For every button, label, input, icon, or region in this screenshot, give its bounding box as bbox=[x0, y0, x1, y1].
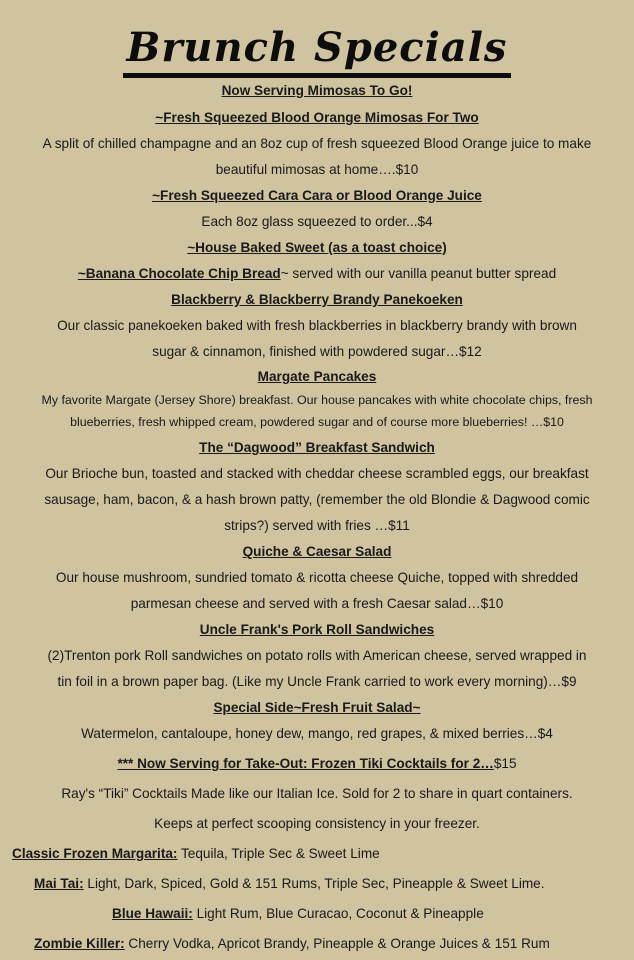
fruit-salad-heading: Special Side~Fresh Fruit Salad~ bbox=[213, 700, 421, 715]
banana-bread-desc: ~ served with our vanilla peanut butter spread bbox=[280, 266, 557, 281]
drink-name: Blue Hawaii: bbox=[112, 906, 193, 921]
drink-zombie-killer bbox=[34, 935, 550, 953]
panekoeken-desc-1: Our classic panekoeken baked with fresh blackberries in blackberry brandy with brown bbox=[57, 318, 577, 333]
margate-desc-1: My favorite Margate (Jersey Shore) breakfast. Our house pancakes with white chocolate chips, fresh bbox=[41, 393, 593, 407]
fruit-salad-desc: Watermelon, cantaloupe, honey dew, mango, red grapes, & mixed berries…$4 bbox=[81, 726, 553, 741]
drink-blue-hawaii bbox=[112, 905, 484, 923]
blood-orange-mimosa-desc-1: A split of chilled champagne and an 8oz cup of fresh squeezed Blood Orange juice to make bbox=[42, 136, 592, 151]
pork-roll-desc-1: (2)Trenton pork Roll sandwiches on potato rolls with American cheese, served wrapped in bbox=[47, 648, 587, 663]
drink-name: Mai Tai: bbox=[34, 876, 84, 891]
quiche-heading: Quiche & Caesar Salad bbox=[242, 544, 392, 559]
drink-desc: Light Rum, Blue Curacao, Coconut & Pineapple bbox=[192, 906, 484, 921]
quiche-desc-2: parmesan cheese and served with a fresh Caesar salad…$10 bbox=[130, 596, 504, 611]
drink-margarita bbox=[12, 845, 380, 863]
drink-name: Zombie Killer: bbox=[34, 936, 125, 951]
menu-title-text: Brunch Specials bbox=[123, 24, 512, 78]
drink-desc: Tequila, Triple Sec & Sweet Lime bbox=[177, 846, 380, 861]
juice-heading: ~Fresh Squeezed Cara Cara or Blood Orange Juice bbox=[152, 188, 482, 203]
pork-roll-desc-2: tin foil in a brown paper bag. (Like my Uncle Frank carried to work every morning)…$9 bbox=[57, 674, 577, 689]
dagwood-desc-1: Our Brioche bun, toasted and stacked with cheddar cheese scrambled eggs, our breakfast bbox=[45, 466, 589, 481]
juice-desc: Each 8oz glass squeezed to order...$4 bbox=[201, 214, 433, 229]
tiki-heading: *** Now Serving for Take-Out: Frozen Tiki Cocktails for 2… bbox=[117, 756, 494, 771]
tiki-heading-line bbox=[0, 755, 634, 773]
dagwood-desc-3: strips?) served with fries …$11 bbox=[224, 518, 410, 533]
blood-orange-mimosa-desc-2: beautiful mimosas at home….$10 bbox=[215, 162, 419, 177]
dagwood-desc-2: sausage, ham, bacon, & a hash brown patty, (remember the old Blondie & Dagwood comic bbox=[44, 492, 590, 507]
menu-title bbox=[0, 24, 634, 71]
margate-desc-2: blueberries, fresh whipped cream, powdered sugar and of course more blueberries! …$10 bbox=[70, 415, 564, 429]
tiki-desc-1: Ray's “Tiki” Cocktails Made like our Italian Ice. Sold for 2 to share in quart containers. bbox=[61, 786, 573, 801]
house-baked-heading: ~House Baked Sweet (as a toast choice) bbox=[187, 240, 447, 255]
panekoeken-desc-2: sugar & cinnamon, finished with powdered sugar…$12 bbox=[152, 344, 482, 359]
drink-desc: Cherry Vodka, Apricot Brandy, Pineapple & Orange Juices & 151 Rum bbox=[124, 936, 550, 951]
pork-roll-heading: Uncle Frank's Pork Roll Sandwiches bbox=[199, 622, 435, 637]
blood-orange-mimosa-heading: ~Fresh Squeezed Blood Orange Mimosas For Two bbox=[155, 110, 479, 125]
drink-name: Classic Frozen Margarita: bbox=[12, 846, 178, 861]
panekoeken-heading: Blackberry & Blackberry Brandy Panekoeken bbox=[171, 292, 463, 307]
banana-bread-name: ~Banana Chocolate Chip Bread bbox=[77, 266, 281, 281]
margate-heading: Margate Pancakes bbox=[257, 369, 377, 384]
tiki-desc-2: Keeps at perfect scooping consistency in your freezer. bbox=[154, 816, 480, 831]
dagwood-heading: The “Dagwood” Breakfast Sandwich bbox=[199, 440, 435, 455]
drink-mai-tai bbox=[34, 875, 545, 893]
quiche-desc-1: Our house mushroom, sundried tomato & ricotta cheese Quiche, topped with shredded bbox=[55, 570, 579, 585]
mimosas-to-go-heading: Now Serving Mimosas To Go! bbox=[221, 83, 413, 98]
tiki-price: $15 bbox=[493, 756, 517, 771]
drink-desc: Light, Dark, Spiced, Gold & 151 Rums, Triple Sec, Pineapple & Sweet Lime. bbox=[83, 876, 545, 891]
banana-bread-line bbox=[0, 265, 634, 283]
